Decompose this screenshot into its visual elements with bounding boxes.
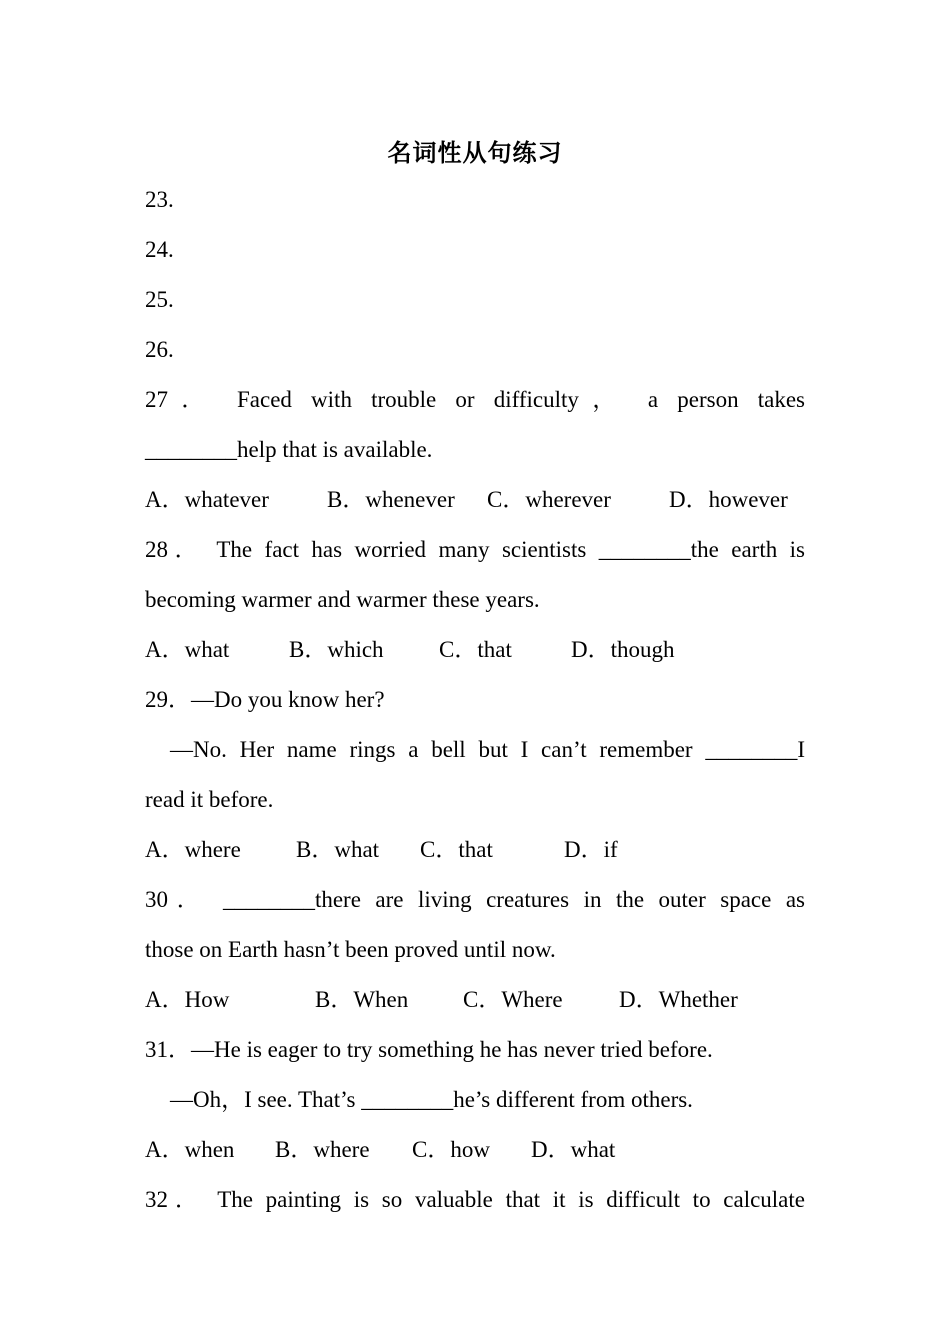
question-31-options xyxy=(145,1125,805,1175)
option-b: B．where xyxy=(275,1137,370,1162)
option-d: D．what xyxy=(531,1137,616,1162)
question-28-stem: 28． The fact has worried many scientists ________the earth is xyxy=(145,537,805,562)
question-list xyxy=(145,175,805,1225)
question-31-reply: —Oh，I see. That’s ________he’s different from others. xyxy=(170,1087,693,1112)
option-d: D．however xyxy=(669,487,788,512)
option-d: D．though xyxy=(571,637,675,662)
option-a: A．whatever xyxy=(145,487,269,512)
question-28-options xyxy=(145,625,805,675)
question-23: 23. xyxy=(145,187,174,212)
question-27-options xyxy=(145,475,805,525)
option-a: A．where xyxy=(145,837,241,862)
option-c: C．that xyxy=(439,637,512,662)
question-28-stem-cont: becoming warmer and warmer these years. xyxy=(145,587,540,612)
option-b: B．When xyxy=(315,987,409,1012)
question-24: 24. xyxy=(145,237,174,262)
question-29-options xyxy=(145,825,805,875)
question-27-stem: 27． Faced with trouble or difficulty， a person takes xyxy=(145,387,805,412)
question-25: 25. xyxy=(145,287,174,312)
option-c: C．that xyxy=(420,837,493,862)
option-d: D．if xyxy=(564,837,618,862)
option-b: B．which xyxy=(289,637,384,662)
option-c: C．wherever xyxy=(487,487,611,512)
question-27-stem-cont: ________help that is available. xyxy=(145,437,433,462)
option-b: B．what xyxy=(296,837,380,862)
option-a: A．when xyxy=(145,1137,235,1162)
option-a: A．How xyxy=(145,987,230,1012)
option-b: B．whenever xyxy=(327,487,455,512)
question-29-reply-cont: read it before. xyxy=(145,787,274,812)
question-31-stem: 31．—He is eager to try something he has never tried before. xyxy=(145,1037,713,1062)
question-30-stem: 30． ________there are living creatures in the outer space as xyxy=(145,887,805,912)
question-30-stem-cont: those on Earth hasn’t been proved until now. xyxy=(145,937,556,962)
question-29-reply: —No. Her name rings a bell but I can’t remember ________I xyxy=(170,737,805,762)
question-32-stem: 32． The painting is so valuable that it is difficult to calculate xyxy=(145,1187,805,1212)
page-title: 名词性从句练习 xyxy=(387,139,563,167)
option-d: D．Whether xyxy=(619,987,738,1012)
question-26: 26. xyxy=(145,337,174,362)
option-c: C．how xyxy=(412,1137,490,1162)
question-30-options xyxy=(145,975,805,1025)
option-c: C．Where xyxy=(463,987,563,1012)
option-a: A．what xyxy=(145,637,230,662)
question-29-stem: 29．—Do you know her? xyxy=(145,687,385,712)
